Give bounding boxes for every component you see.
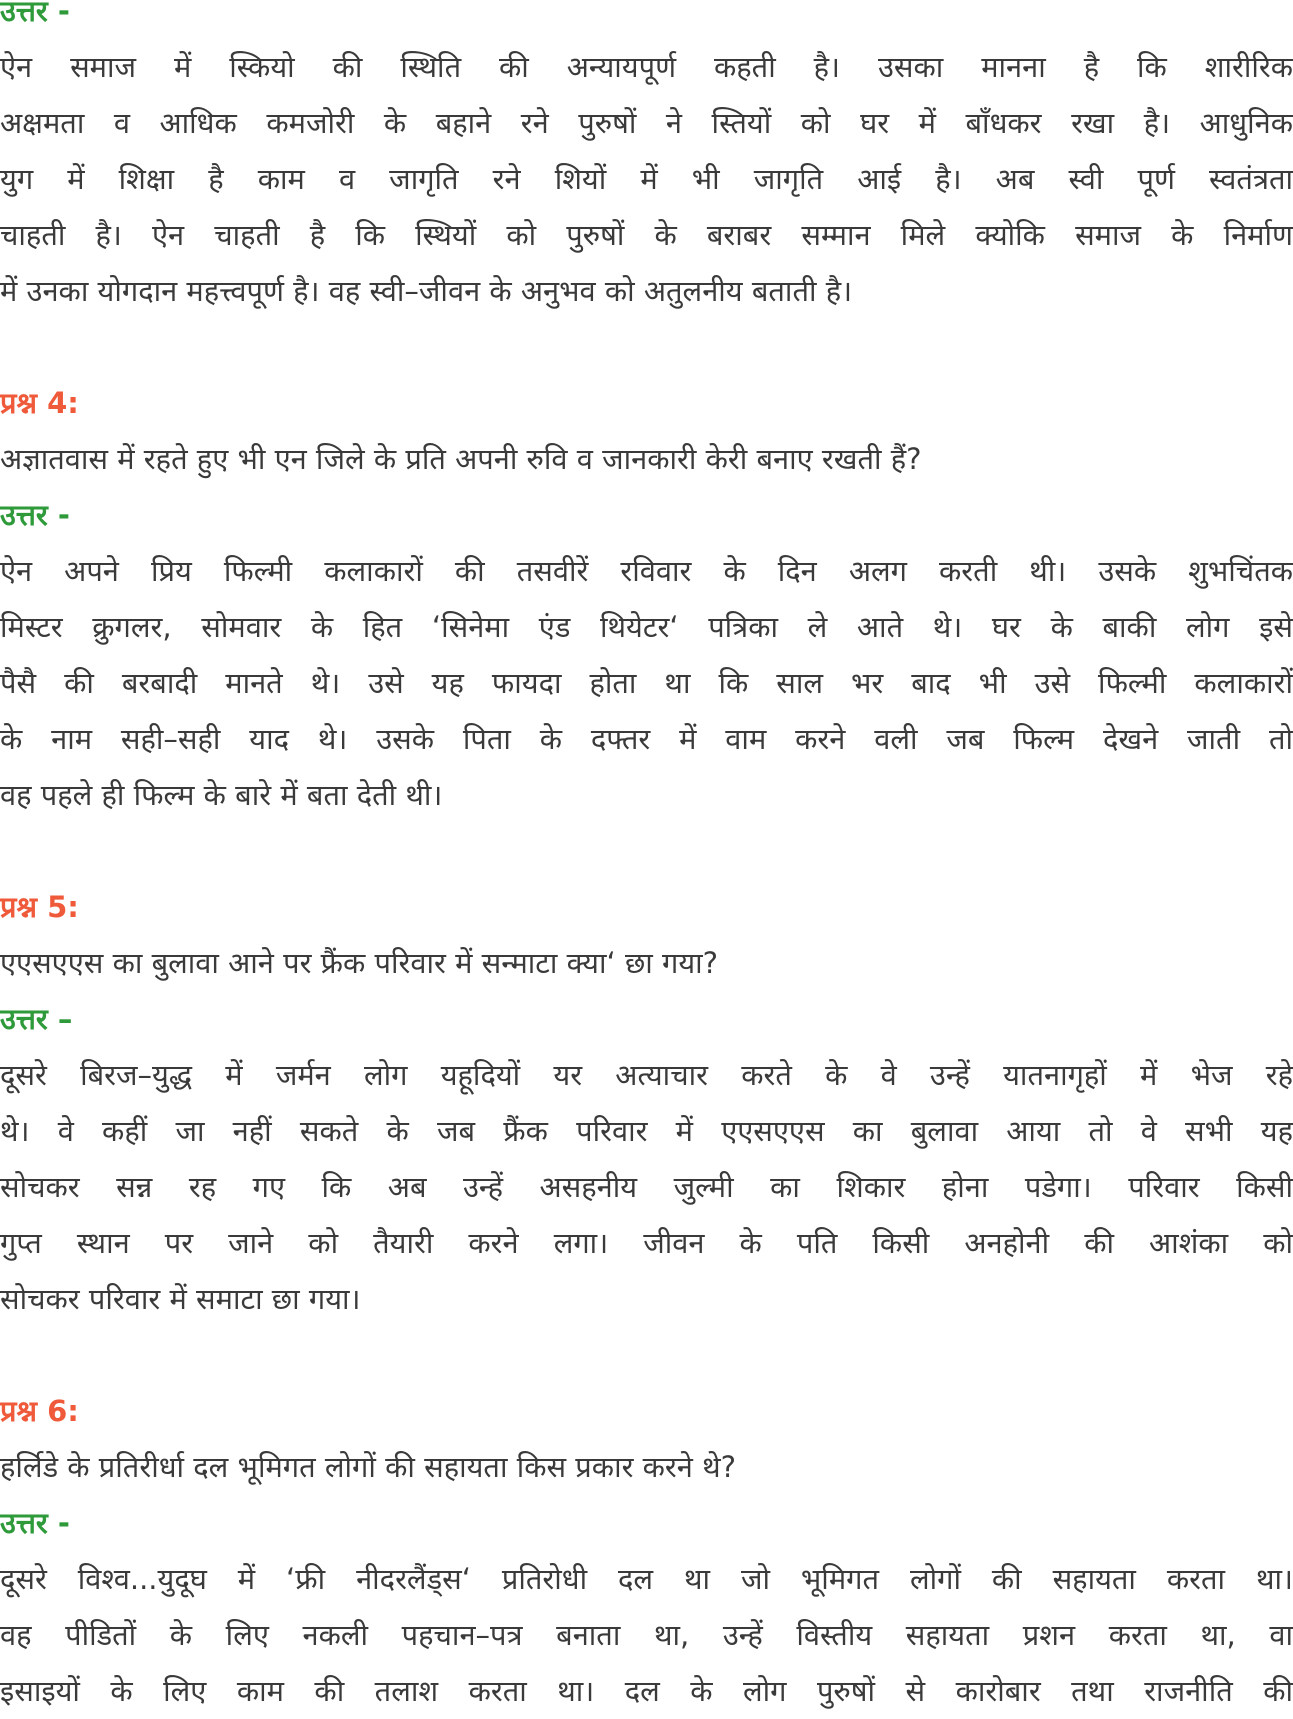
answer-line: ऐन अपने प्रिय फिल्मी कलाकारों की तसवीरें रविवार के दिन अलग करती थी। उसके शुभचिंतक: [0, 554, 1293, 588]
answer-line: दूसरे बिरज–युद्ध में जर्मन लोग यहूदियों यर अत्याचार करते के वे उन्हें यातनागृहों में भेज रहे: [0, 1058, 1293, 1092]
answer-line: इसाइयों के लिए काम की तलाश करता था। दल के लोग पुरुषों से कारोबार तथा राजनीति की: [0, 1674, 1293, 1708]
answer-line: पैसै की बरबादी मानते थे। उसे यह फायदा होता था कि साल भर बाद भी उसे फिल्मी कलाकारों: [0, 666, 1293, 700]
answer-line: सोचकर सन्न रह गए कि अब उन्हें असहनीय जुल्मी का शिकार होना पडेगा। परिवार किसी: [0, 1170, 1293, 1204]
answer-line: मिस्टर क्रुगलर, सोमवार के हित ‘सिनेमा एंड थियेटर‘ पत्रिका ले आते थे। घर के बाकी लोग इसे: [0, 610, 1293, 644]
answer-line: वह पहले ही फिल्म के बारे में बता देती थी।: [0, 778, 443, 812]
spacer: [0, 1327, 1293, 1383]
answer-heading: उत्तर –: [0, 1002, 73, 1036]
question-text: अज्ञातवास में रहते हुए भी एन जिले के प्रति अपनी रुवि व जानकारी केरी बनाए रखती हैं?: [0, 442, 922, 476]
answer-line: युग में शिक्षा है काम व जागृति रने शियों में भी जागृति आई है। अब स्वी पूर्ण स्वतंत्रता: [0, 162, 1293, 196]
spacer: [0, 823, 1293, 879]
answer-line: सोचकर परिवार में समाटा छा गया।: [0, 1282, 361, 1316]
question-heading: प्रश्न 4:: [0, 386, 79, 420]
answer-heading: उत्तर -: [0, 0, 70, 28]
answer-heading: उत्तर -: [0, 1506, 70, 1540]
question-heading: प्रश्न 5:: [0, 890, 79, 924]
spacer: [0, 319, 1293, 375]
answer-line: में उनका योगदान महत्त्वपूर्ण है। वह स्वी–जीवन के अनुभव को अतुलनीय बताती है।: [0, 274, 853, 308]
answer-heading: उत्तर -: [0, 498, 70, 532]
question-text: एएसएएस का बुलावा आने पर फ्रैंक परिवार में सन्माटा क्या‘ छा गया?: [0, 946, 719, 980]
answer-line: दूसरे विश्व...युदूघ में ‘फ्री नीदरलैंड्स‘ प्रतिरोधी दल था जो भूमिगत लोगों की सहायता करता था।: [0, 1562, 1293, 1596]
question-heading: प्रश्न 6:: [0, 1394, 79, 1428]
answer-line: के नाम सही–सही याद थे। उसके पिता के दफ्तर में वाम करने वली जब फिल्म देखने जाती तो: [0, 722, 1293, 756]
answer-line: ऐन समाज में स्कियो की स्थिति की अन्यायपूर्ण कहती है। उसका मानना है कि शारीरिक: [0, 50, 1293, 84]
question-text: हर्लिडे के प्रतिरीर्धा दल भूमिगत लोगों की सहायता किस प्रकार करने थे?: [0, 1450, 737, 1484]
answer-line: वह पीडितों के लिए नकली पहचान–पत्र बनाता था, उन्हें विस्तीय सहायता प्रशन करता था, वा: [0, 1618, 1293, 1652]
answer-line: चाहती है। ऐन चाहती है कि स्थियों को पुरुषों के बराबर सम्मान मिले क्योकि समाज के निर्माण: [0, 218, 1293, 252]
answer-line: अक्षमता व आधिक कमजोरी के बहाने रने पुरुषों ने स्तियों को घर में बाँधकर रखा है। आधुनिक: [0, 106, 1293, 140]
answer-line: थे। वे कहीं जा नहीं सकते के जब फ्रैंक परिवार में एएसएएस का बुलावा आया तो वे सभी यह: [0, 1114, 1293, 1148]
answer-line: गुप्त स्थान पर जाने को तैयारी करने लगा। जीवन के पति किसी अनहोनी की आशंका को: [0, 1226, 1293, 1260]
